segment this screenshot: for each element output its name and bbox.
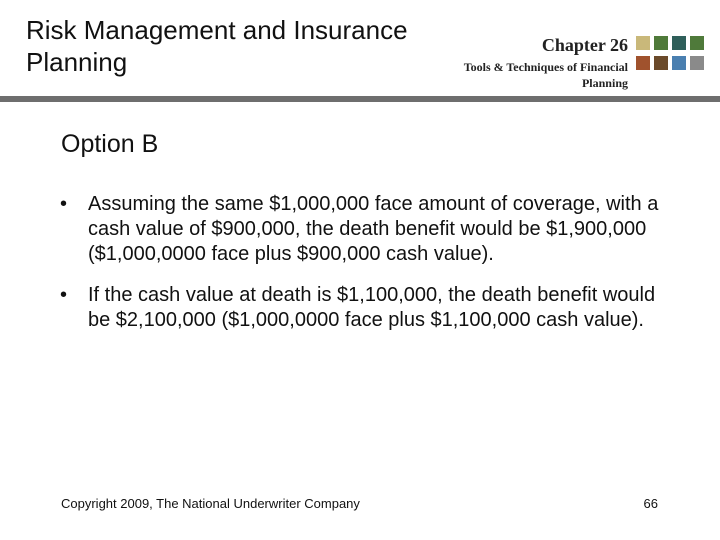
page-number: 66	[643, 496, 658, 511]
slide-title: Risk Management and Insurance Planning	[26, 15, 408, 77]
chapter-subtitle: Tools & Techniques of Financial Planning	[463, 60, 628, 90]
footer-copyright: Copyright 2009, The National Underwriter Company	[61, 496, 360, 511]
decorative-squares	[636, 36, 706, 72]
decor-square	[672, 56, 686, 70]
bullet-marker: •	[60, 284, 68, 306]
bullet-list	[60, 192, 660, 349]
chapter-number: Chapter 26	[541, 35, 628, 55]
header-divider	[0, 96, 720, 102]
decor-square	[636, 56, 650, 70]
decor-square	[690, 36, 704, 50]
chapter-block	[438, 33, 628, 91]
bullet-marker: •	[60, 193, 68, 215]
bullet-text: Assuming the same $1,000,000 face amount of coverage, with a cash value of $900,000, the death benefit would be $1,900,000 ($1,000,0000 face plus $900,000 cash value).	[88, 193, 659, 265]
decor-square	[654, 56, 668, 70]
bullet-text: If the cash value at death is $1,100,000, the death benefit would be $2,100,000 ($1,000,0000 face plus $1,100,000 cash value).	[88, 284, 656, 331]
section-heading: Option B	[61, 130, 159, 158]
bullet-item	[60, 283, 660, 333]
decor-square	[654, 36, 668, 50]
decor-square	[690, 56, 704, 70]
bullet-item	[60, 192, 660, 267]
decor-square	[672, 36, 686, 50]
decor-square	[636, 36, 650, 50]
